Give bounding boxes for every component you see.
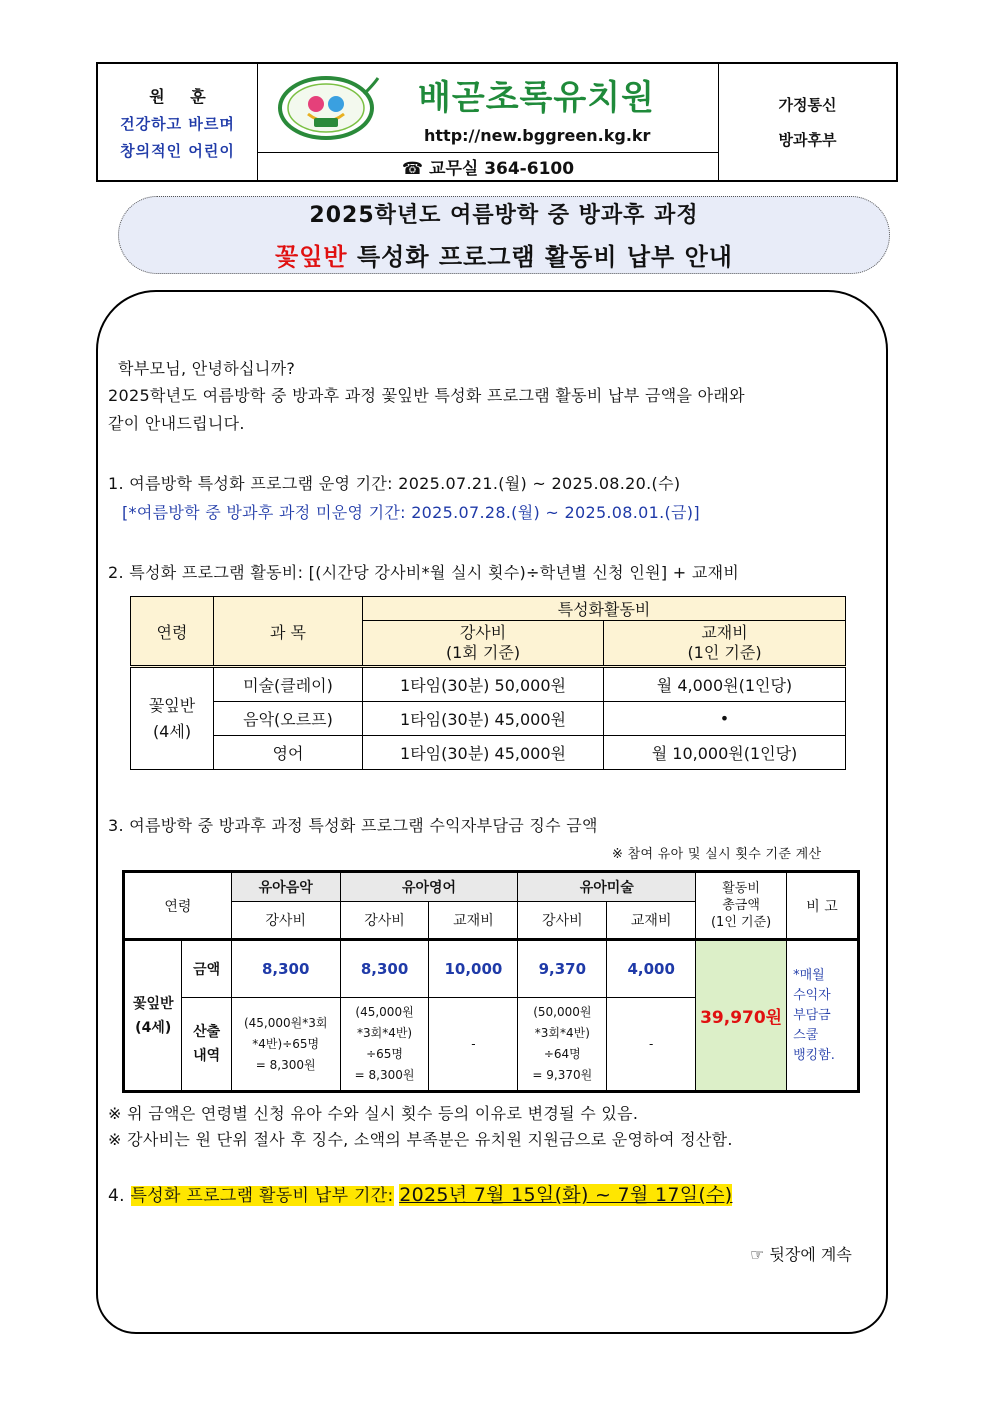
header-box (96, 62, 898, 182)
class-name-highlight: 꽃잎반 (275, 243, 348, 271)
footnote-2: ※ 강사비는 원 단위 절사 후 징수, 소액의 부족분은 유치원 지원금으로 운영하여 정산함. (108, 1130, 733, 1149)
title-line-2-rest: 특성화 프로그램 활동비 납부 안내 (347, 243, 733, 271)
music-instructor-calc: (45,000원*3회 *4반)÷65명 = 8,300원 (231, 998, 340, 1092)
section-3-note: ※ 참여 유아 및 실시 횟수 기준 계산 (612, 847, 822, 862)
age-cell: 꽃잎반 (4세) (124, 940, 182, 1092)
art-material-calc: - (607, 998, 696, 1092)
english-material-calc: - (429, 998, 518, 1092)
school-name: 배곧초록유치원 (418, 78, 655, 118)
art-material-amount: 4,000 (607, 940, 696, 998)
school-url[interactable]: http://new.bggreen.kg.kr (424, 126, 651, 145)
header-music: 유아음악 (231, 872, 340, 902)
subject-cell: 영어 (214, 736, 363, 770)
intro-line-2: 같이 안내드립니다. (108, 414, 245, 433)
motto-line-2: 창의적인 어린이 (120, 141, 235, 160)
header-music-instructor: 강사비 (231, 902, 340, 940)
remark-cell: *매월 수익자 부담금 스쿨 뱅킹함. (787, 940, 859, 1092)
header-english: 유아영어 (340, 872, 518, 902)
title-line-2 (275, 237, 733, 272)
section-4 (108, 1180, 732, 1207)
fee-table (130, 596, 846, 770)
subject-cell: 음악(오르프) (214, 702, 363, 736)
header-activity-fee: 특성화활동비 (363, 597, 846, 621)
charge-table (122, 870, 860, 1093)
english-instructor-amount: 8,300 (340, 940, 429, 998)
instructor-fee-cell: 1타임(30분) 45,000원 (363, 736, 604, 770)
department: 방과후부 (778, 131, 837, 149)
instructor-fee-cell: 1타임(30분) 45,000원 (363, 702, 604, 736)
header-age: 연령 (124, 872, 232, 940)
subject-cell: 미술(클레이) (214, 667, 363, 702)
english-instructor-calc: (45,000원 *3회*4반) ÷65명 = 8,300원 (340, 998, 429, 1092)
title-banner (118, 196, 890, 274)
section-4-label: 특성화 프로그램 활동비 납부 기간: (130, 1186, 394, 1206)
material-fee-cell: • (604, 702, 846, 736)
header-english-instructor: 강사비 (340, 902, 429, 940)
header-remark: 비 고 (787, 872, 859, 940)
section-1-title: 1. 여름방학 특성화 프로그램 운영 기간: 2025.07.21.(월) ~ 2025.08.20.(수) (108, 474, 681, 493)
header-art: 유아미술 (518, 872, 696, 902)
motto-cell (98, 64, 258, 180)
section-2-title: 2. 특성화 프로그램 활동비: [(시간당 강사비*월 실시 횟수)÷학년별 신청 인원] + 교재비 (108, 563, 740, 582)
amount-label: 금액 (182, 940, 231, 998)
doc-type: 가정통신 (778, 96, 837, 114)
section-1-note: [*여름방학 중 방과후 과정 미운영 기간: 2025.07.28.(월) ~ 2025.08.01.(금)] (122, 503, 700, 522)
doc-type-cell (718, 64, 896, 180)
school-cell (258, 64, 718, 152)
school-logo (276, 74, 380, 140)
header-age: 연령 (131, 597, 214, 667)
age-cell: 꽃잎반 (4세) (131, 667, 214, 770)
header-art-instructor: 강사비 (518, 902, 607, 940)
material-fee-cell: 월 10,000원(1인당) (604, 736, 846, 770)
section-3-title: 3. 여름방학 중 방과후 과정 특성화 프로그램 수익자부담금 징수 금액 (108, 816, 598, 835)
header-material: 교재비 (1인 기준) (604, 621, 846, 667)
header-instructor: 강사비 (1회 기준) (363, 621, 604, 667)
greeting: 학부모님, 안녕하십니까? (118, 359, 296, 378)
material-fee-cell: 월 4,000원(1인당) (604, 667, 846, 702)
office-phone: ☎ 교무실 364-6100 (258, 152, 718, 180)
art-instructor-calc: (50,000원 *3회*4반) ÷64명 = 9,370원 (518, 998, 607, 1092)
total-amount: 39,970원 (696, 940, 787, 1092)
english-material-amount: 10,000 (429, 940, 518, 998)
music-instructor-amount: 8,300 (231, 940, 340, 998)
instructor-fee-cell: 1타임(30분) 50,000원 (363, 667, 604, 702)
section-4-num: 4. (108, 1186, 125, 1206)
art-instructor-amount: 9,370 (518, 940, 607, 998)
header-english-material: 교재비 (429, 902, 518, 940)
header-art-material: 교재비 (607, 902, 696, 940)
continue-note: ☞ 뒷장에 계속 (750, 1245, 852, 1264)
header-subject: 과 목 (214, 597, 363, 667)
title-line-1: 2025학년도 여름방학 중 방과후 과정 (309, 203, 699, 228)
intro-line-1: 2025학년도 여름방학 중 방과후 과정 꽃잎반 특성화 프로그램 활동비 납부 금액을 아래와 (108, 386, 745, 405)
payment-period: 2025년 7월 15일(화) ~ 7월 17일(수) (399, 1184, 733, 1206)
motto-title: 원 훈 (149, 86, 216, 106)
footnote-1: ※ 위 금액은 연령별 신청 유아 수와 실시 횟수 등의 이유로 변경될 수 있음. (108, 1104, 639, 1123)
calc-label: 산출 내역 (182, 998, 231, 1092)
header-total: 활동비 총금액 (1인 기준) (696, 872, 787, 940)
motto-line-1: 건강하고 바르며 (120, 114, 235, 133)
